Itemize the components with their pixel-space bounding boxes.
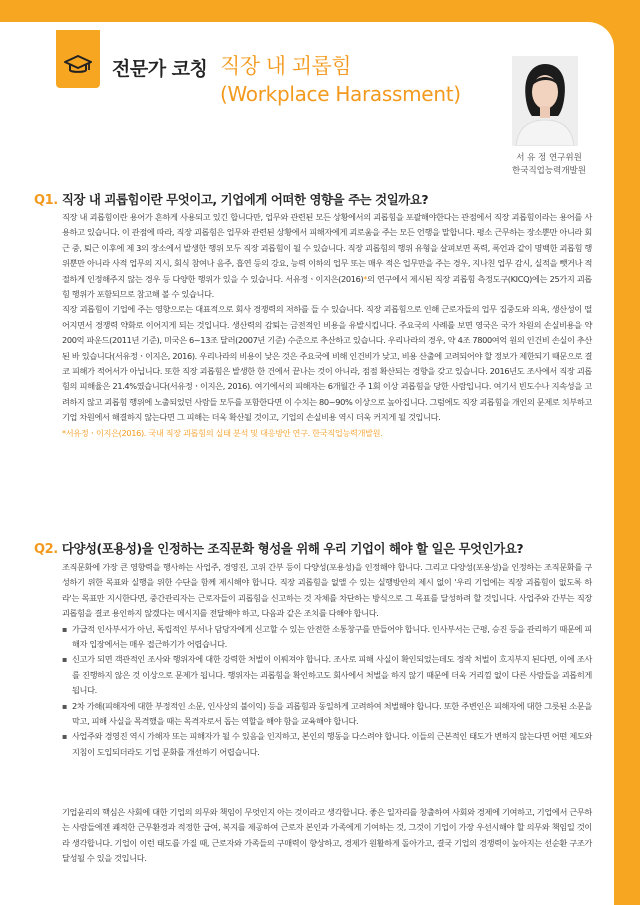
author-organization: 한국직업능력개발원 [512, 166, 586, 176]
answer-2 [62, 560, 592, 760]
graduation-cap-icon [64, 54, 92, 76]
list-item: ▪ 가급적 인사부서가 아닌, 독립적인 부서나 담당자에게 신고할 수 있는 안전한 소통창구를 만들어야 합니다. 인사부서는 근평, 승진 등을 관리하기 때문에 피해자 입장에서는 매우 접근하기가 어렵습니다. [62, 622, 592, 653]
answer-1 [62, 210, 592, 441]
question-1-number: Q1. [34, 193, 58, 208]
reference-note: *서유정ㆍ이지은(2016). 국내 직장 괴롭힘의 실태 분석 및 대응방안 연구. 한국직업능력개발원. [62, 427, 383, 438]
header-tab [56, 44, 100, 88]
title-english: (Workplace Harassment) [220, 82, 461, 106]
author-portrait-image [512, 56, 578, 146]
author-photo [512, 56, 578, 146]
answer-1-paragraph-2: 직장 괴롭힘이 기업에 주는 영향으로는 대표적으로 회사 경쟁력의 저하를 들 수 있습니다. 직장 괴롭힘으로 인해 근로자들의 업무 집중도와 의욕, 생산성이 떨어지면서 경쟁력 약화로 이어지게 되는 것입니다. 생산력의 감퇴는 금전적인 비용을 유발시킵니다. 주요국의 사례를 보면 영국은 국가 차원의 손실비용을 약 200억 파운드(2011년 기준), 미국은 6~13조 달러(2007년 기준) 수준으로 추산하고 있습니다. 우리나라의 경우, 약 4조 7800여억 원의 인건비 손실이 추산된 바 있습니다(서유정ㆍ이지은, 2016). 우리나라의 비용이 낮은 것은 주요국에 비해 인건비가 낮고, 비용 산출에 고려되어야 할 정보가 제한되기 때문으로 결코 피해가 적어서가 아닙니다. 또한 직장 괴롭힘은 발생한 한 건에서 끝나는 것이 아니라, 점점 확산되는 경향을 갖고 있습니다. 2016년도 조사에서 직장 괴롭힘의 피해율은 21.4%였습니다(서유정ㆍ이지은, 2016). 여기에서의 피해자는 6개월간 주 1회 이상 괴롭힘을 당한 사람입니다. 여기서 빈도수나 지속성을 고려하지 않고 괴롭힘 행위에 노출되었던 사람들 모두를 포함한다면 이 수치는 80~90% 이상으로 높아집니다. 그럼에도 직장 괴롭힘을 개인의 문제로 치부하고 기업 차원에서 해결하지 않는다면 그 피해는 더욱 확산될 것이고, 기업의 손실비용 역시 더욱 커지게 될 것입니다. [62, 304, 592, 423]
author-caption [500, 152, 598, 178]
question-2 [34, 539, 523, 557]
author-name: 서 유 정 연구위원 [516, 153, 582, 163]
list-item: ▪ 2차 가해(피해자에 대한 부정적인 소문, 인사상의 불이익) 등을 괴롭힘과 동일하게 고려하여 처벌해야 합니다. 또한 주변인은 피해자에 대한 그릇된 소문을 막고, 피해 사실을 목격했을 때는 목격자로서 돕는 역할을 해야 함을 교육해야 합니다. [62, 699, 592, 730]
closing-paragraph: 기업윤리의 핵심은 사회에 대한 기업의 의무와 책임이 무엇인지 아는 것이라고 생각합니다. 좋은 일자리를 창출하여 사회와 경제에 기여하고, 기업에서 근무하는 사람들에겐 쾌적한 근무환경과 적정한 급여, 복지를 제공하여 근로자 본인과 가족에게 기여하는 것, 그것이 기업이 가장 우선시해야 할 의무와 책임일 것이라 생각합니다. 기업이 이런 태도를 가질 때, 근로자와 가족들의 구매력이 향상하고, 경제가 원활하게 돌아가고, 결국 기업의 경쟁력이 높아지는 선순환 구조가 달성될 수 있을 것입니다. [62, 807, 592, 864]
list-item: ▪ 사업주와 경영진 역시 가해자 또는 피해자가 될 수 있음을 인지하고, 본인의 행동을 다스려야 합니다. 이들의 근본적인 태도가 변하지 않는다면 어떤 제도와 지침이 도입되더라도 기업 문화를 개선하기 어렵습니다. [62, 729, 592, 760]
answer-1-paragraph-1: 직장 내 괴롭힘이란 용어가 흔하게 사용되고 있긴 합니다만, 업무와 관련된 모든 상황에서의 괴롭힘을 포괄해야한다는 관점에서 직장 괴롭힘이라는 용어를 사용하고 있습니다. 이 관점에 따라, 직장 괴롭힘은 업무와 관련된 상황에서 피해자에게 괴로움을 주는 모든 언행을 말합니다. 평소 근무하는 장소뿐만 아니라 회근 중, 퇴근 이후에 제 3의 장소에서 발생한 행위 모두 직장 괴롭힘이 될 수 있습니다. 직장 괴롭힘의 행위 유형을 살펴보면 폭력, 폭언과 같이 명백한 괴롭힘 행위뿐만 아니라 사적 업무의 지시, 회식 참여나 음주, 흡연 등의 강요, 능력 이하의 업무 또는 매우 적은 업무만을 주는 경우, 지나친 업무 감시, 실적을 뺏거나 적절하게 인정해주지 않는 경우 등 다양한 행위가 있을 수 있습니다. 서유정ㆍ이지은(2016)*의 연구에서 제시된 직장 괴롭힘 측정도구(KICQ)에는 25가지 괴롭힘 행위가 포함되므로 참고해 볼 수 있습니다. [62, 212, 592, 300]
title-korean: 직장 내 괴롭힘 [220, 54, 352, 78]
article-title [220, 50, 461, 106]
section-header [56, 44, 207, 90]
action-list [62, 622, 592, 761]
question-2-number: Q2. [34, 542, 58, 557]
answer-2-intro: 조직문화에 가장 큰 영향력을 행사하는 사업주, 경영진, 고위 간부 등이 다양성(포용성)을 인정해야 합니다. 그리고 다양성(포용성)을 인정하는 조직문화를 구성하기 위한 목표와 실행을 위한 수단을 함께 제시해야 합니다. 직장 괴롭힘을 없앨 수 있는 실행방안의 제시 없이 '우리 기업에는 직장 괴롭힘이 없도록 하라'는 목표만 지시한다면, 중간관리자는 근로자들이 괴롭힘을 신고하는 것 자체를 차단하는 방식으로 그 목표를 달성하려 할 것입니다. 사업주와 간부는 직장 괴롭힘을 결코 용인하지 않겠다는 메시지를 전달해야 하고, 다음과 같은 조치를 다해야 합니다. [62, 562, 592, 619]
footnote-mark: * [363, 273, 368, 284]
question-1 [34, 190, 428, 208]
content-area [0, 52, 614, 905]
question-2-text: 다양성(포용성)을 인정하는 조직문화 형성을 위해 우리 기업이 해야 할 일은 무엇인가요? [61, 541, 524, 556]
section-label: 전문가 코칭 [112, 58, 208, 80]
question-1-text: 직장 내 괴롭힘이란 무엇이고, 기업에게 어떠한 영향을 주는 것일까요? [61, 192, 429, 207]
list-item: ▪ 신고가 되면 객관적인 조사와 행위자에 대한 강력한 처벌이 이뤄져야 합니다. 조사로 피해 사실이 확인되었는데도 정작 처벌이 흐지부지 된다면, 이에 조사를 진행하지 않은 것 이상으로 문제가 됩니다. 행위자는 괴롭힘을 확인하고도 회사에서 처벌을 하지 않기 때문에 더욱 거리낌 없이 다른 사람들을 괴롭히게 됩니다. [62, 652, 592, 698]
